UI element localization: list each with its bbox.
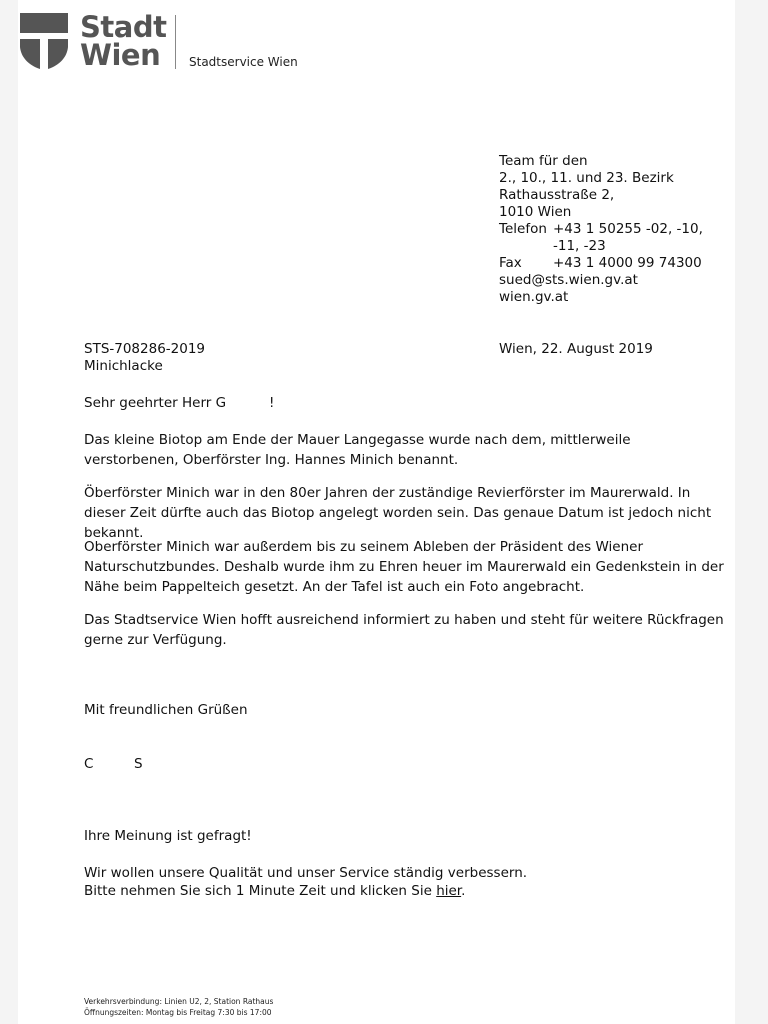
paragraph-2: Öberförster Minich war in den 80er Jahren der zuständige Revierförster im Maurerwald. In dieser Zeit dürfte auch das Biotop angelegt worden sein. Das genaue Datum ist jedoch nicht bekannt. [84, 485, 712, 541]
website: wien.gv.at [499, 289, 569, 305]
phone-label: Telefon [499, 221, 547, 237]
street: Rathausstraße 2, [499, 187, 615, 203]
sender-address-block [499, 153, 703, 306]
email: sued@sts.wien.gv.at [499, 272, 638, 288]
fax-value: +43 1 4000 99 74300 [553, 255, 702, 271]
reference-number: STS-708286-2019 [84, 341, 206, 357]
paragraph-1: Das kleine Biotop am Ende der Mauer Langegasse wurde nach dem, mittlerweile verstorbenen, Oberförster Ing. Hannes Minich benannt. [84, 432, 631, 468]
letter-date: Wien, 22. August 2019 [499, 341, 653, 357]
phone-value: +43 1 50255 -02, -10, [553, 221, 703, 237]
phone-row [499, 221, 703, 238]
logo-divider [175, 15, 176, 69]
service-name: Stadtservice Wien [189, 55, 298, 69]
fax-row [499, 255, 703, 272]
city: 1010 Wien [499, 204, 572, 220]
feedback-heading: Ihre Meinung ist gefragt! [84, 828, 252, 844]
feedback-link[interactable]: hier [436, 883, 462, 899]
phone-value-cont: -11, -23 [553, 238, 606, 254]
logo-text-stadt: Stadt [80, 10, 167, 44]
footer-hours: Öffnungszeiten: Montag bis Freitag 7:30 bis 17:00 [84, 1008, 272, 1017]
reference-subject: Minichlacke [84, 358, 163, 374]
feedback-line-1: Wir wollen unsere Qualität und unser Service ständig verbessern. [84, 865, 528, 881]
feedback-line-2-text: Bitte nehmen Sie sich 1 Minute Zeit und klicken Sie [84, 883, 437, 899]
fax-label: Fax [499, 255, 522, 271]
salutation-end: ! [269, 395, 275, 411]
paragraph-3: Oberförster Minich war außerdem bis zu seinem Ableben der Präsident des Wiener Naturschutzbundes. Deshalb wurde ihm zu Ehren heuer im Maurerwald ein Gedenkstein in der Nähe beim Pappelteich gesetzt. An der Tafel ist auch ein Foto angebracht. [84, 539, 724, 595]
logo-text-wien: Wien [80, 38, 161, 72]
signature-initial-2: S [134, 756, 143, 772]
footer-transport: Verkehrsverbindung: Linien U2, 2, Station Rathaus [84, 997, 274, 1006]
team-line-1: Team für den [499, 153, 588, 169]
phone-row-cont [499, 238, 703, 255]
feedback-line-2 [84, 883, 465, 900]
salutation-start: Sehr geehrter Herr G [84, 395, 227, 411]
vienna-shield-logo-icon [20, 13, 68, 69]
paragraph-4: Das Stadtservice Wien hofft ausreichend informiert zu haben und steht für weitere Rückfragen gerne zur Verfügung. [84, 612, 724, 648]
team-line-2: 2., 10., 11. und 23. Bezirk [499, 170, 674, 186]
signature-initial-1: C [84, 756, 94, 772]
feedback-line-2-end: . [461, 883, 466, 899]
closing: Mit freundlichen Grüßen [84, 702, 248, 718]
